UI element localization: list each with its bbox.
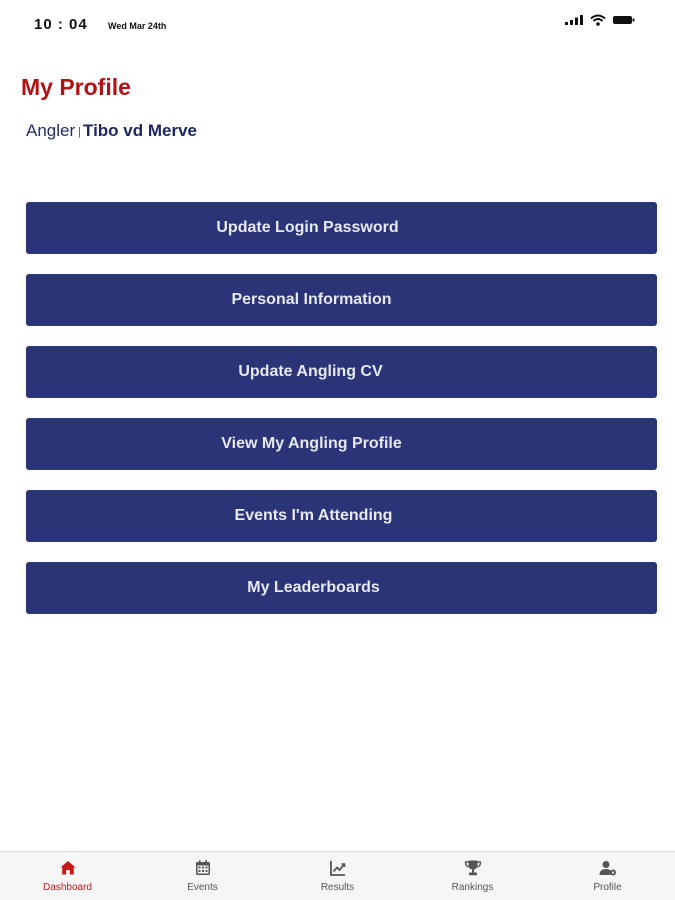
events-attending-button[interactable]: Events I'm Attending	[26, 490, 657, 542]
home-icon	[59, 859, 77, 877]
status-time: 10 : 04	[34, 16, 88, 33]
subtitle-separator: |	[78, 126, 81, 138]
status-bar	[0, 0, 675, 48]
user-gear-icon	[599, 859, 617, 877]
tab-results-label: Results	[320, 882, 355, 893]
wifi-icon	[590, 14, 606, 26]
user-role: Angler	[26, 121, 76, 140]
user-subtitle	[26, 121, 197, 141]
chart-icon	[329, 859, 347, 877]
status-icons	[565, 14, 635, 26]
tab-dashboard-label: Dashboard	[43, 882, 92, 893]
tab-events[interactable]	[135, 852, 270, 900]
calendar-icon	[194, 859, 212, 877]
tab-bar	[0, 851, 675, 900]
tab-profile-label: Profile	[593, 882, 622, 893]
tab-dashboard[interactable]	[0, 852, 135, 900]
tab-rankings[interactable]	[405, 852, 540, 900]
profile-menu	[26, 202, 657, 634]
page-title: My Profile	[21, 74, 131, 100]
my-leaderboards-button[interactable]: My Leaderboards	[26, 562, 657, 614]
user-name: Tibo vd Merve	[83, 121, 197, 140]
trophy-icon	[464, 859, 482, 877]
tab-profile[interactable]	[540, 852, 675, 900]
view-angling-profile-button[interactable]: View My Angling Profile	[26, 418, 657, 470]
tab-rankings-label: Rankings	[451, 882, 494, 893]
tab-results[interactable]	[270, 852, 405, 900]
signal-icon	[565, 15, 583, 25]
battery-icon	[613, 15, 635, 25]
tab-events-label: Events	[187, 882, 218, 893]
update-angling-cv-button[interactable]: Update Angling CV	[26, 346, 657, 398]
update-login-password-button[interactable]: Update Login Password	[26, 202, 657, 254]
status-date: Wed Mar 24th	[108, 21, 167, 31]
personal-information-button[interactable]: Personal Information	[26, 274, 657, 326]
